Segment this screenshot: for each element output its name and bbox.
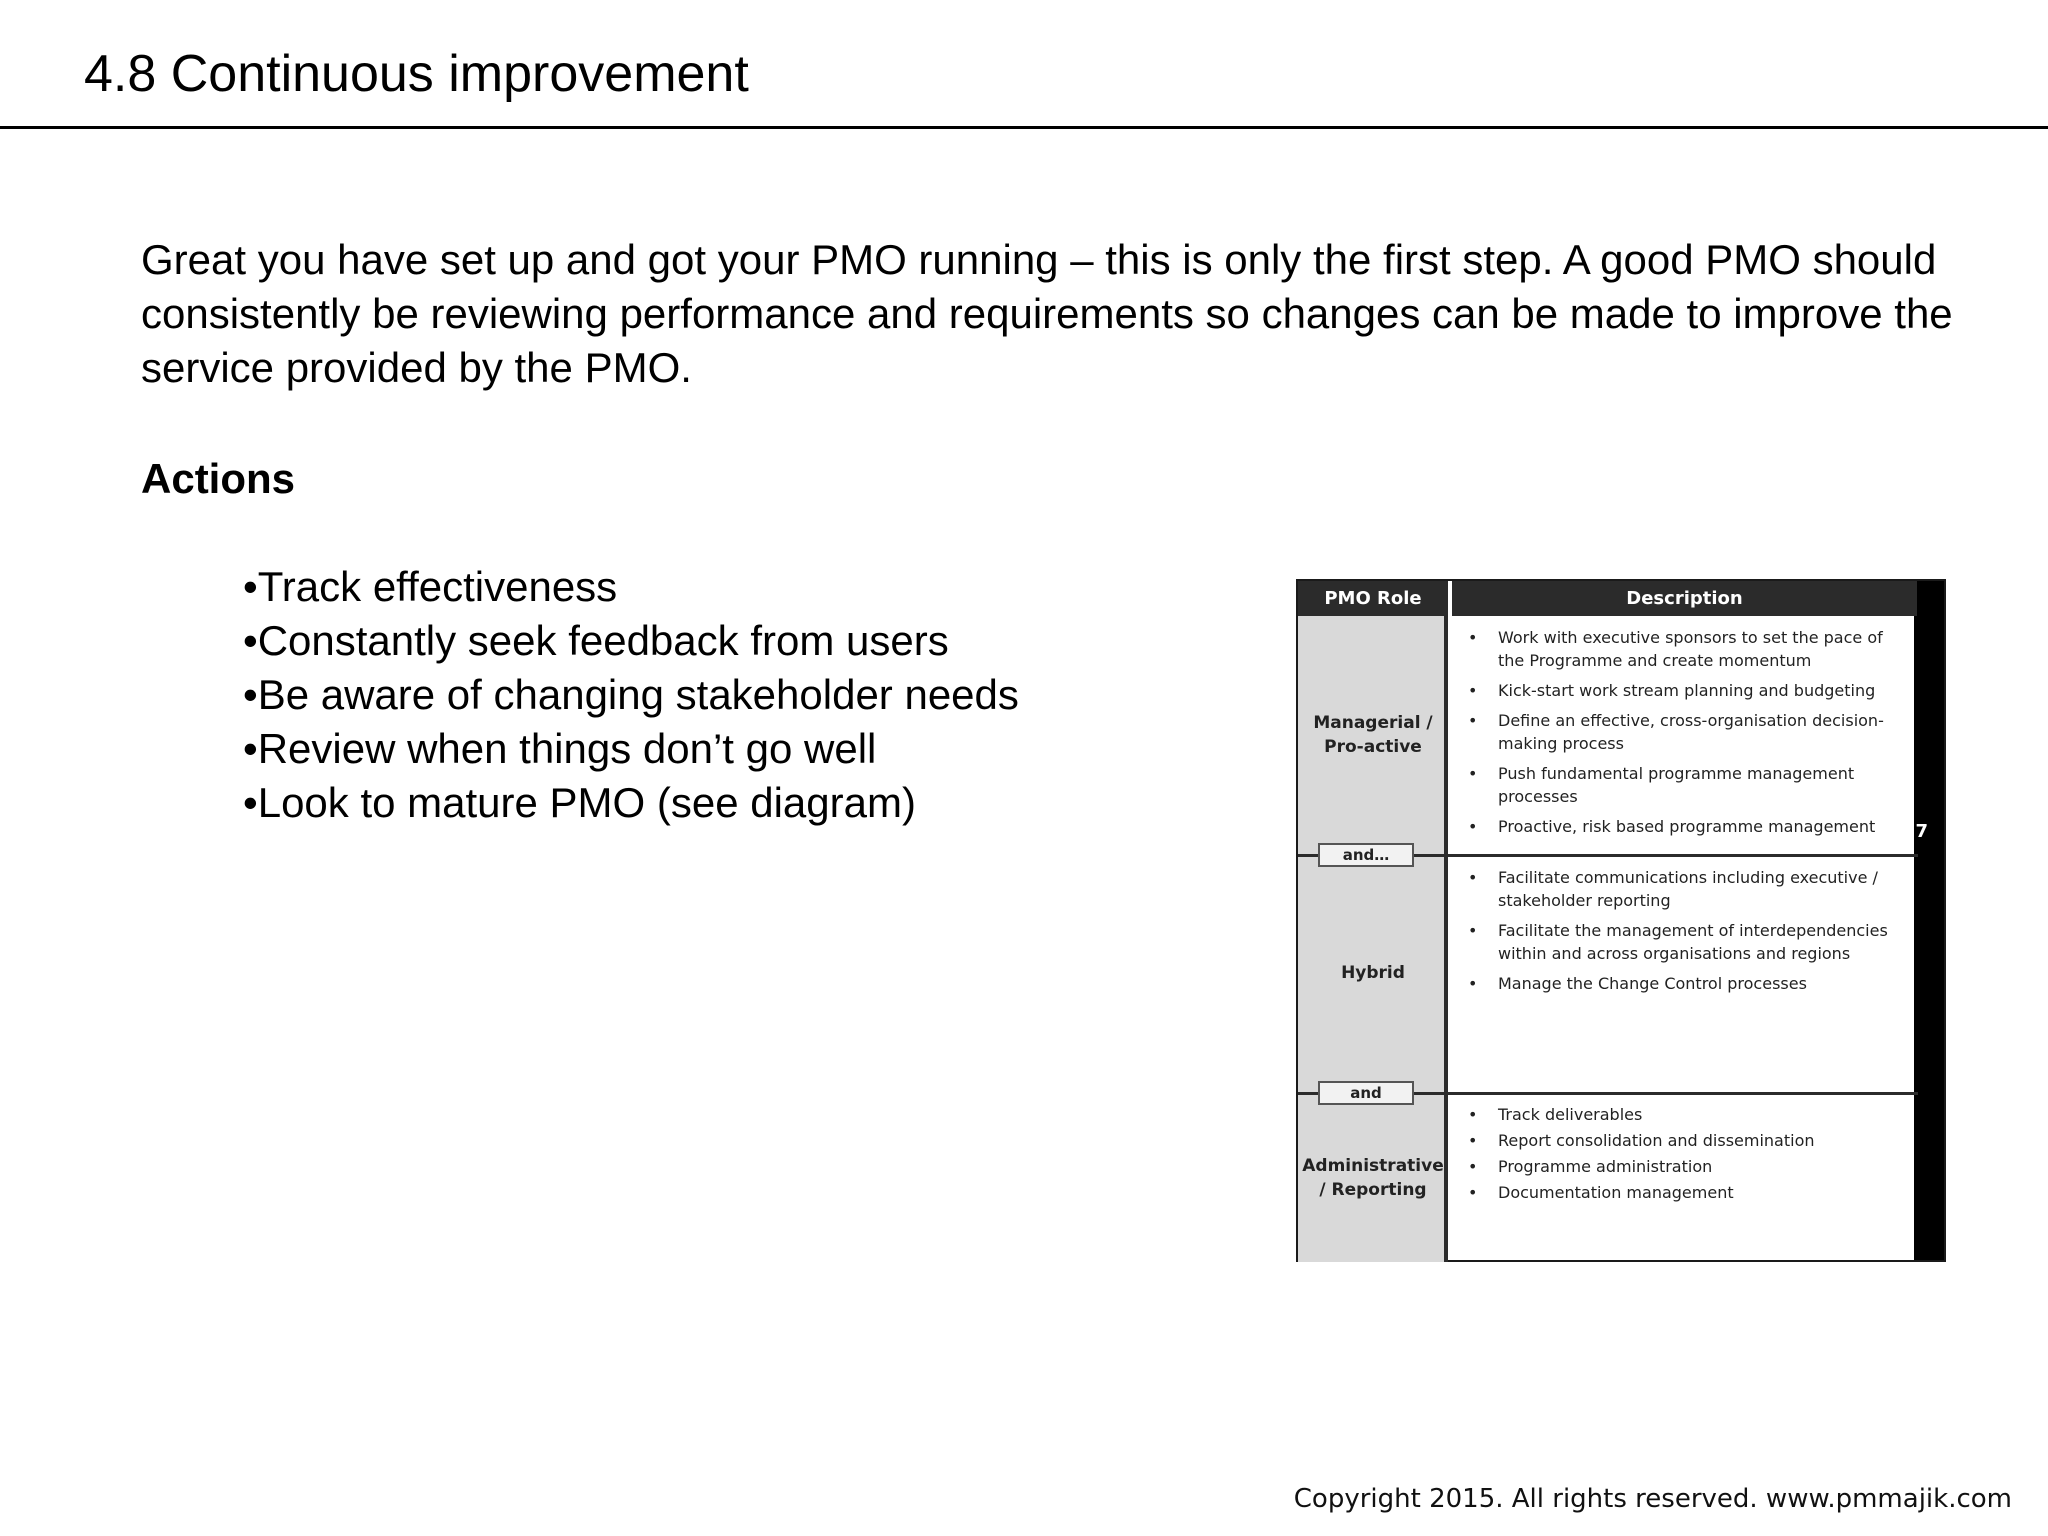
description-item: • Define an effective, cross-organisation decision-making process (1466, 709, 1906, 755)
connector-and-2: and (1318, 1081, 1414, 1105)
description-item: • Manage the Change Control processes (1466, 972, 1906, 995)
description-item: • Track deliverables (1466, 1103, 1906, 1126)
description-list-administrative (1466, 1103, 1906, 1207)
description-item: • Proactive, risk based programme management (1466, 815, 1906, 838)
slide-title: 4.8 Continuous improvement (84, 45, 749, 103)
action-item-review: •Review when things don’t go well (243, 725, 877, 772)
description-list-managerial (1466, 626, 1906, 845)
action-item-seek-feedback: •Constantly seek feedback from users (243, 617, 949, 664)
description-item: • Programme administration (1466, 1155, 1906, 1178)
role-administrative: Administrative / Reporting (1302, 1156, 1444, 1200)
pmo-role-diagram (1296, 579, 1946, 1262)
diagram-right-mark: 7 (1915, 821, 1928, 842)
description-item: • Facilitate communications including executive / stakeholder reporting (1466, 866, 1906, 912)
description-item: • Documentation management (1466, 1181, 1906, 1204)
role-hybrid: Hybrid (1341, 963, 1405, 983)
description-item: • Facilitate the management of interdependencies within and across organisations and regions (1466, 919, 1906, 965)
action-item-track-effectiveness: •Track effectiveness (243, 563, 618, 610)
actions-list (243, 560, 1019, 830)
copyright-notice: Copyright 2015. All rights reserved. www.pmmajik.com (1293, 1484, 2012, 1514)
description-item: • Report consolidation and dissemination (1466, 1129, 1906, 1152)
description-item: • Kick-start work stream planning and budgeting (1466, 679, 1906, 702)
description-list-hybrid (1466, 866, 1906, 1002)
actions-heading: Actions (141, 455, 296, 502)
role-managerial: Managerial / Pro-active (1313, 713, 1433, 757)
description-item: • Work with executive sponsors to set the pace of the Programme and create momentum (1466, 626, 1906, 672)
action-item-mature-pmo: •Look to mature PMO (see diagram) (243, 779, 916, 826)
title-divider (0, 126, 2048, 129)
diagram-right-bar (1914, 581, 1944, 1260)
action-item-stakeholder-needs: •Be aware of changing stakeholder needs (243, 671, 1019, 718)
intro-paragraph: Great you have set up and got your PMO running – this is only the first step. A good PMO should consistently be reviewing performance and requirements so changes can be made to improve the service provided by the PMO. (141, 236, 1953, 391)
diagram-header-role: PMO Role (1298, 581, 1448, 616)
description-item: • Push fundamental programme management processes (1466, 762, 1906, 808)
diagram-header-description: Description (1452, 581, 1917, 616)
connector-and-1: and… (1318, 843, 1414, 867)
